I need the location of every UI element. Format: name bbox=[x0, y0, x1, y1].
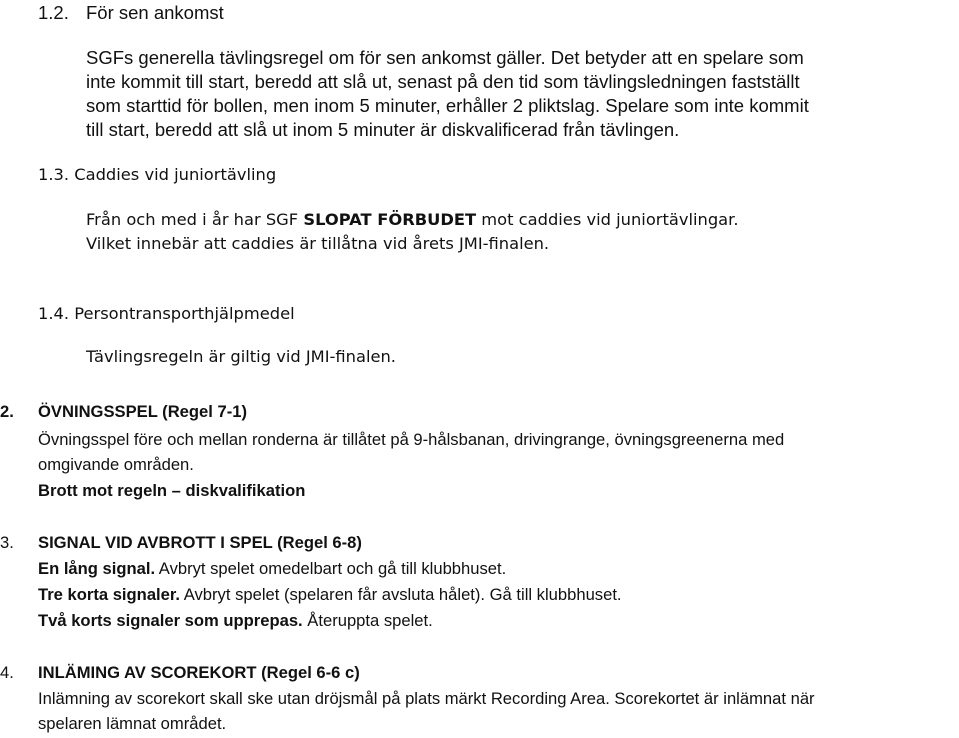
section-1-2-line-1: SGFs generella tävlingsregel om för sen ankomst gäller. Det betyder att en spelare som bbox=[86, 47, 804, 68]
section-1-2-line-2: inte kommit till start, beredd att slå ut, senast på den tid som tävlingsledningen fastställt bbox=[86, 71, 800, 92]
section-1-3-line-1-post: mot caddies vid juniortävlingar. bbox=[476, 210, 739, 229]
section-2-title: ÖVNINGSSPEL (Regel 7-1) bbox=[38, 402, 248, 421]
section-4-line-2: spelaren lämnat området. bbox=[38, 714, 227, 733]
section-1-2-title: För sen ankomst bbox=[86, 2, 224, 23]
section-1-3-line-1 bbox=[86, 209, 739, 231]
section-3-number: 3. bbox=[0, 533, 14, 552]
signal-item-3-text: Återuppta spelet. bbox=[302, 611, 433, 630]
section-2-penalty: Brott mot regeln – diskvalifikation bbox=[38, 481, 306, 500]
section-1-2-line-3: som starttid för bollen, men inom 5 minuter, erhåller 2 pliktslag. Spelare som inte kommit bbox=[86, 95, 809, 116]
section-2-line-2: omgivande områden. bbox=[38, 455, 194, 474]
signal-item-2-text: Avbryt spelet (spelaren får avsluta hålet). Gå till klubbhuset. bbox=[180, 585, 622, 604]
section-4-line-1: Inlämning av scorekort skall ske utan dröjsmål på plats märkt Recording Area. Scorekortet är inlämnat när bbox=[38, 689, 815, 708]
signal-item-1-text: Avbryt spelet omedelbart och gå till klubbhuset. bbox=[155, 559, 507, 578]
signal-item-1 bbox=[38, 558, 506, 580]
section-1-3-emphasis: SLOPAT FÖRBUDET bbox=[303, 210, 477, 229]
signal-item-2-label: Tre korta signaler. bbox=[38, 585, 181, 604]
signal-item-2 bbox=[38, 584, 622, 606]
section-1-3-line-1-pre: Från och med i år har SGF bbox=[86, 210, 304, 229]
section-4-number: 4. bbox=[0, 663, 14, 682]
section-1-2-line-4: till start, beredd att slå ut inom 5 minuter är diskvalificerad från tävlingen. bbox=[86, 119, 680, 140]
signal-item-3 bbox=[38, 610, 433, 632]
section-2-number: 2. bbox=[0, 402, 14, 421]
signal-item-3-label: Två korts signaler som upprepas. bbox=[38, 611, 303, 630]
section-1-3-line-2: Vilket innebär att caddies är tillåtna vid årets JMI-finalen. bbox=[86, 234, 550, 253]
signal-item-1-label: En lång signal. bbox=[38, 559, 156, 578]
section-1-4-heading: 1.4. Persontransporthjälpmedel bbox=[38, 304, 295, 323]
section-1-4-line-1: Tävlingsregeln är giltig vid JMI-finalen. bbox=[86, 347, 396, 366]
section-4-title: INLÄMING AV SCOREKORT (Regel 6-6 c) bbox=[38, 663, 360, 682]
section-1-2-number: 1.2. bbox=[38, 2, 69, 23]
section-3-title: SIGNAL VID AVBROTT I SPEL (Regel 6-8) bbox=[38, 533, 362, 552]
section-2-line-1: Övningsspel före och mellan ronderna är tillåtet på 9-hålsbanan, drivingrange, övningsgreenerna med bbox=[38, 430, 785, 449]
section-1-3-heading: 1.3. Caddies vid juniortävling bbox=[38, 165, 277, 184]
